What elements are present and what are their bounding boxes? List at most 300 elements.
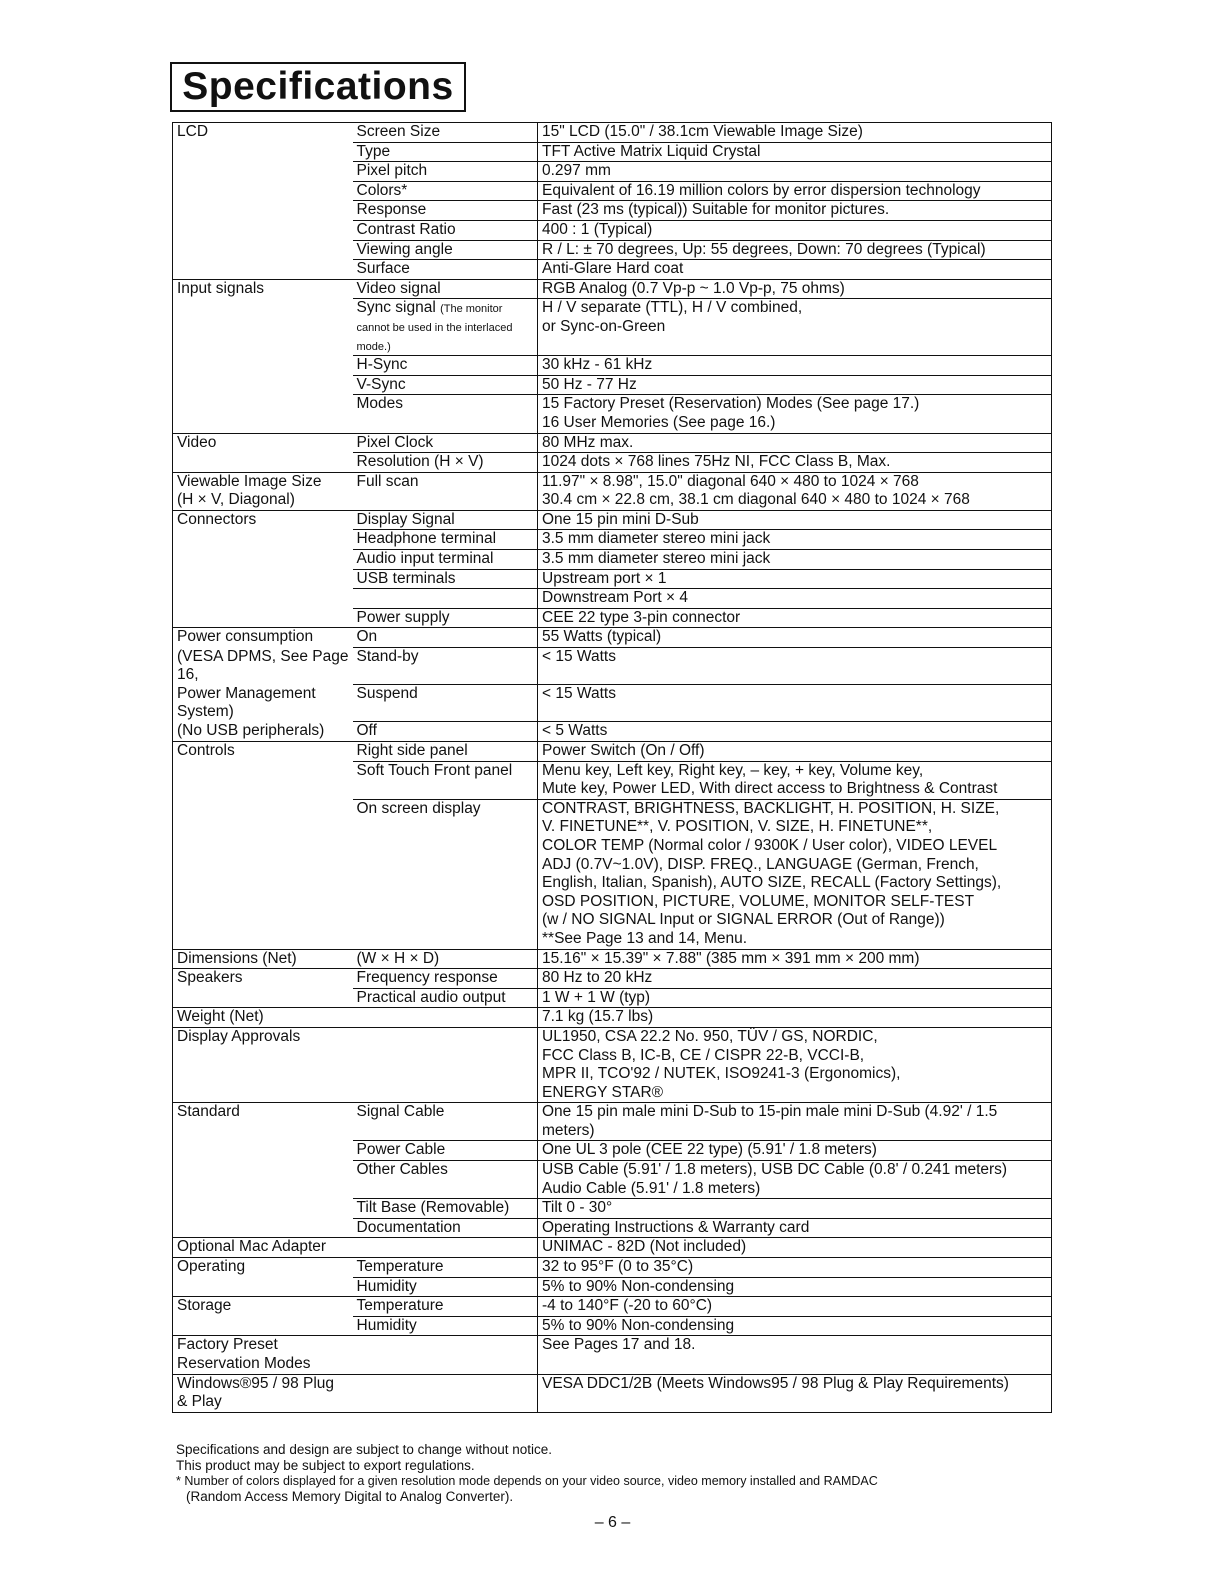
spec-item [353,988,538,1008]
spec-category [173,375,353,395]
spec-item [353,1161,538,1199]
spec-row [173,260,1052,280]
spec-value [538,1027,1052,1102]
spec-value-line: R / L: ± 70 degrees, Up: 55 degrees, Down: 70 degrees (Typical) [542,240,986,258]
spec-row [173,453,1052,473]
spec-value-line: RGB Analog (0.7 Vp-p ~ 1.0 Vp-p, 75 ohms) [542,279,845,297]
spec-row [173,472,1052,510]
spec-value [538,356,1052,376]
spec-value-line: (w / NO SIGNAL Input or SIGNAL ERROR (Out of Range)) [542,911,945,929]
spec-item [353,628,538,648]
spec-category [173,1027,353,1102]
spec-value [538,1374,1052,1412]
spec-item [353,123,538,143]
spec-value [538,1258,1052,1278]
spec-value [538,123,1052,143]
spec-item-label: Humidity [356,1316,417,1334]
spec-item-label: Frequency response [356,969,498,987]
spec-item [353,510,538,530]
spec-value-line: Audio Cable (5.91' / 1.8 meters) [542,1179,761,1197]
spec-category-label: Weight (Net) [177,1008,264,1026]
spec-item [353,472,538,510]
spec-item-label: Temperature [356,1258,444,1276]
spec-item [353,949,538,969]
spec-value-line: VESA DDC1/2B (Meets Windows95 / 98 Plug & Play Requirements) [542,1374,1009,1392]
spec-item [353,1008,538,1028]
spec-value [538,181,1052,201]
spec-item-label: Type [356,142,391,160]
spec-category-label: Display Approvals [177,1027,301,1045]
spec-value-line: See Pages 17 and 18. [542,1336,696,1354]
spec-category [173,181,353,201]
page-number: – 6 – [594,1514,631,1531]
spec-item-label: (W × H × D) [356,949,440,967]
spec-item-label: Power Cable [356,1141,446,1159]
spec-item-label: Display Signal [356,510,455,528]
page-title: Specifications [170,62,466,112]
spec-category-label: Controls [177,742,235,759]
spec-value-line: Mute key, Power LED, With direct access to Brightness & Contrast [542,780,998,798]
spec-item-label: Audio input terminal [356,550,494,568]
spec-category [173,550,353,570]
spec-category [173,1336,353,1374]
spec-category [173,969,353,989]
spec-item-label: Off [356,722,377,740]
spec-category [173,761,353,799]
spec-item [353,530,538,550]
spec-item-label: Video signal [356,279,441,297]
spec-category-label: Power Management System) [177,684,316,721]
spec-category [173,648,353,685]
spec-item-label: Surface [356,260,410,278]
spec-value-line: 30 kHz - 61 kHz [542,356,653,374]
spec-item [353,969,538,989]
spec-value [538,761,1052,799]
spec-item-label: On screen display [356,799,481,817]
spec-value-line: CEE 22 type 3-pin connector [542,608,741,626]
spec-value-line: 30.4 cm × 22.8 cm, 38.1 cm diagonal 640 × 480 to 1024 × 768 [542,491,970,509]
spec-item-label: Screen Size [356,123,441,140]
spec-value [538,162,1052,182]
spec-value [538,969,1052,989]
spec-category [173,608,353,628]
spec-category-sublabel: (H × V, Diagonal) [177,491,295,509]
spec-value [538,240,1052,260]
spec-value-line: UL1950, CSA 22.2 No. 950, TÜV / GS, NORDIC, [542,1027,878,1045]
spec-item [353,1218,538,1238]
spec-row [173,123,1052,143]
spec-row [173,1218,1052,1238]
spec-item [353,1027,538,1102]
spec-value-line: 3.5 mm diameter stereo mini jack [542,530,771,548]
spec-category [173,742,353,762]
spec-value-line: **See Page 13 and 14, Menu. [542,929,748,947]
spec-category [173,356,353,376]
spec-value-line: 1024 dots × 768 lines 75Hz NI, FCC Class B, Max. [542,453,891,471]
spec-item-label: Modes [356,395,404,413]
spec-row [173,1199,1052,1219]
spec-category [173,1297,353,1317]
spec-item-label: V-Sync [356,375,406,393]
spec-value-line: 400 : 1 (Typical) [542,220,653,238]
spec-row [173,510,1052,530]
spec-row [173,1008,1052,1028]
spec-category-label: Connectors [177,510,257,528]
spec-category [173,279,353,299]
spec-item-label: Sync signal [356,299,436,317]
spec-value-line: 80 MHz max. [542,433,634,451]
spec-category-label: Dimensions (Net) [177,949,297,967]
spec-category [173,1316,353,1336]
spec-row [173,949,1052,969]
spec-item [353,685,538,722]
spec-category-label: Speakers [177,969,243,987]
spec-value-line: 16 User Memories (See page 16.) [542,413,776,431]
spec-category-label: Factory Preset Reservation Modes [177,1336,311,1372]
spec-row [173,1103,1052,1141]
spec-item [353,142,538,162]
spec-item [353,1141,538,1161]
spec-value-line: 7.1 kg (15.7 lbs) [542,1008,654,1026]
spec-item [353,1199,538,1219]
spec-value-line: -4 to 140°F (-20 to 60°C) [542,1297,713,1315]
spec-value-line: or Sync-on-Green [542,317,666,335]
spec-item-label: USB terminals [356,569,456,587]
spec-category [173,142,353,162]
spec-value [538,142,1052,162]
spec-category [173,1161,353,1199]
spec-category [173,1103,353,1141]
spec-value-line: FCC Class B, IC-B, CE / CISPR 22-B, VCCI-B, [542,1046,865,1064]
spec-value-line: 5% to 90% Non-condensing [542,1277,735,1295]
spec-value-line: V. FINETUNE**, V. POSITION, V. SIZE, H. FINETUNE**, [542,818,933,836]
spec-value-line: One 15 pin mini D-Sub [542,510,699,528]
spec-row [173,1336,1052,1374]
spec-item-label: Practical audio output [356,988,506,1006]
spec-value-line: 15.16" × 15.39" × 7.88" (385 mm × 391 mm × 200 mm) [542,949,920,967]
spec-category [173,1008,353,1028]
spec-row [173,1238,1052,1258]
spec-item-label: Colors* [356,181,408,199]
spec-item [353,395,538,433]
spec-category [173,530,353,550]
spec-value [538,375,1052,395]
spec-value [538,949,1052,969]
spec-category-label: Input signals [177,279,265,297]
spec-row [173,589,1052,609]
spec-category [173,162,353,182]
spec-value-line: 11.97" × 8.98", 15.0" diagonal 640 × 480 to 1024 × 768 [542,472,919,490]
spec-value-line: Fast (23 ms (typical)) Suitable for monitor pictures. [542,201,890,219]
spec-category-label: Optional Mac Adapter [177,1238,327,1256]
spec-value [538,472,1052,510]
spec-category [173,260,353,280]
spec-value [538,569,1052,589]
footnote-ramdac: (Random Access Memory Digital to Analog Converter). [186,1489,514,1505]
spec-item-note: (The monitor cannot be used in the interlaced mode.) [356,303,513,353]
spec-value [538,799,1052,949]
spec-value [538,530,1052,550]
spec-value [538,279,1052,299]
spec-item [353,279,538,299]
spec-item [353,1258,538,1278]
spec-row [173,799,1052,949]
spec-row [173,1027,1052,1102]
spec-value-line: ADJ (0.7V~1.0V), DISP. FREQ., LANGUAGE (German, French, [542,855,979,873]
spec-category-label: Storage [177,1297,232,1315]
spec-item [353,433,538,453]
spec-row [173,742,1052,762]
spec-category [173,472,353,510]
spec-category-label: Standard [177,1103,240,1121]
footnote-colors: * Number of colors displayed for a given resolution mode depends on your video source, video memory installed and RAMDAC [176,1474,878,1489]
spec-category [173,1218,353,1238]
spec-value [538,685,1052,722]
spec-item-label: Stand-by [356,648,419,666]
spec-item [353,742,538,762]
spec-item [353,761,538,799]
spec-value [538,1161,1052,1199]
spec-item [353,220,538,240]
spec-category-label: (No USB peripherals) [177,721,325,739]
spec-value-line: Power Switch (On / Off) [542,742,705,759]
spec-item-label: Signal Cable [356,1103,445,1121]
spec-value-line: 80 Hz to 20 kHz [542,969,653,987]
spec-category [173,240,353,260]
spec-row [173,685,1052,722]
spec-item-label: Soft Touch Front panel [356,761,513,779]
spec-item-label: Temperature [356,1297,444,1315]
spec-value [538,299,1052,356]
spec-item [353,299,538,356]
spec-item [353,569,538,589]
footnote-change-notice: Specifications and design are subject to change without notice. [176,1442,552,1457]
spec-value [538,395,1052,433]
spec-row [173,299,1052,356]
spec-item-label: Documentation [356,1218,461,1236]
spec-value-line: 32 to 95°F (0 to 35°C) [542,1258,694,1276]
spec-item [353,608,538,628]
spec-item [353,1277,538,1297]
spec-value-line: USB Cable (5.91' / 1.8 meters), USB DC Cable (0.8' / 0.241 meters) [542,1161,1008,1179]
spec-item-label: H-Sync [356,356,408,374]
spec-value-line: MPR II, TCO'92 / NUTEK, ISO9241-3 (Ergonomics), [542,1065,901,1083]
spec-value [538,220,1052,240]
spec-item-label: On [356,628,378,646]
spec-value-line: Tilt 0 - 30° [542,1199,613,1217]
spec-row [173,279,1052,299]
spec-item [353,589,538,609]
spec-value [538,722,1052,742]
spec-item-label: Resolution (H × V) [356,453,484,471]
spec-value [538,453,1052,473]
spec-category-label: LCD [177,123,209,140]
spec-value-line: 3.5 mm diameter stereo mini jack [542,550,771,568]
spec-category [173,1258,353,1278]
spec-value-line: < 15 Watts [542,648,616,666]
spec-category-label: Video [177,433,217,451]
spec-category [173,395,353,433]
spec-item [353,722,538,742]
spec-row [173,1258,1052,1278]
spec-row [173,1297,1052,1317]
spec-value-line: 55 Watts (typical) [542,628,662,646]
spec-value-line: ENERGY STAR® [542,1083,664,1101]
spec-item-label: Suspend [356,685,418,703]
spec-value [538,1277,1052,1297]
spec-item-label: Contrast Ratio [356,220,456,238]
spec-category [173,510,353,530]
spec-item [353,181,538,201]
spec-category [173,1238,353,1258]
spec-item [353,240,538,260]
spec-value-line: Upstream port × 1 [542,569,667,587]
spec-value-line: 50 Hz - 77 Hz [542,375,637,393]
spec-item-label: Full scan [356,472,419,490]
spec-value-line: One 15 pin male mini D-Sub to 15-pin male mini D-Sub (4.92' / 1.5 meters) [542,1103,998,1139]
spec-item-label: Right side panel [356,742,468,759]
spec-row [173,1316,1052,1336]
spec-item [353,1103,538,1141]
spec-item [353,260,538,280]
spec-category-label: Power consumption [177,628,314,646]
spec-row [173,761,1052,799]
spec-value [538,589,1052,609]
spec-value-line: 0.297 mm [542,162,611,180]
spec-item-label: Headphone terminal [356,530,497,548]
spec-value [538,1297,1052,1317]
spec-category [173,201,353,221]
spec-category [173,1374,353,1412]
spec-value [538,510,1052,530]
spec-item-label: Power supply [356,608,450,626]
spec-category [173,722,353,742]
spec-row [173,201,1052,221]
spec-value-line: COLOR TEMP (Normal color / 9300K / User color), VIDEO LEVEL [542,836,998,854]
spec-value [538,1336,1052,1374]
spec-value-line: One UL 3 pole (CEE 22 type) (5.91' / 1.8 meters) [542,1141,877,1159]
spec-value-line: Equivalent of 16.19 million colors by error dispersion technology [542,181,981,199]
spec-category [173,988,353,1008]
spec-value [538,433,1052,453]
spec-value [538,988,1052,1008]
spec-row [173,969,1052,989]
spec-row [173,162,1052,182]
spec-item-label: Viewing angle [356,240,453,258]
spec-item [353,201,538,221]
spec-category [173,1277,353,1297]
spec-category [173,949,353,969]
spec-item [353,1374,538,1412]
spec-row [173,1141,1052,1161]
spec-category [173,799,353,949]
spec-item-label: Other Cables [356,1161,448,1179]
spec-item [353,356,538,376]
spec-item [353,1336,538,1374]
spec-row [173,1374,1052,1412]
spec-value-line: 15" LCD (15.0" / 38.1cm Viewable Image Size) [542,123,863,140]
spec-value [538,1141,1052,1161]
spec-value [538,260,1052,280]
specifications-table [172,122,1052,1413]
spec-value [538,1238,1052,1258]
spec-category [173,628,353,648]
spec-row [173,356,1052,376]
spec-row [173,988,1052,1008]
spec-value-line: < 15 Watts [542,685,616,703]
spec-value-line: UNIMAC - 82D (Not included) [542,1238,747,1256]
spec-value-line: 1 W + 1 W (typ) [542,988,651,1006]
spec-row [173,142,1052,162]
footnotes [176,1442,1056,1506]
spec-value [538,1008,1052,1028]
spec-row [173,220,1052,240]
spec-value-line: English, Italian, Spanish), AUTO SIZE, RECALL (Factory Settings), [542,874,1002,892]
spec-category [173,123,353,143]
spec-value-line: Menu key, Left key, Right key, – key, + key, Volume key, [542,761,924,779]
spec-category [173,1199,353,1219]
spec-value-line: Downstream Port × 4 [542,589,689,607]
spec-value-line: Anti-Glare Hard coat [542,260,684,278]
spec-category [173,589,353,609]
spec-value-line: CONTRAST, BRIGHTNESS, BACKLIGHT, H. POSITION, H. SIZE, [542,799,1000,817]
spec-value [538,1199,1052,1219]
spec-value [538,742,1052,762]
spec-row [173,722,1052,742]
spec-row [173,569,1052,589]
spec-item [353,550,538,570]
spec-item [353,1297,538,1317]
spec-row [173,530,1052,550]
spec-value [538,550,1052,570]
spec-item [353,648,538,685]
spec-value [538,1316,1052,1336]
spec-item [353,1316,538,1336]
spec-item-label: Tilt Base (Removable) [356,1199,510,1217]
spec-row [173,375,1052,395]
spec-item-label: Pixel Clock [356,433,434,451]
spec-value [538,201,1052,221]
spec-item [353,1238,538,1258]
spec-category [173,433,353,453]
spec-item [353,799,538,949]
spec-value [538,1218,1052,1238]
spec-item [353,453,538,473]
spec-value-line: Operating Instructions & Warranty card [542,1218,810,1236]
spec-value-line: 5% to 90% Non-condensing [542,1316,735,1334]
spec-category-label: Windows®95 / 98 Plug & Play [177,1374,335,1411]
spec-row [173,240,1052,260]
spec-item-label: Pixel pitch [356,162,428,180]
spec-row [173,648,1052,685]
spec-value [538,608,1052,628]
spec-category [173,299,353,356]
spec-row [173,1277,1052,1297]
spec-item-label: Humidity [356,1277,417,1295]
spec-category [173,685,353,722]
spec-value-line: < 5 Watts [542,722,608,740]
spec-item [353,375,538,395]
spec-category [173,1141,353,1161]
spec-category-label: (VESA DPMS, See Page 16, [177,647,349,684]
spec-category-label: Operating [177,1258,246,1276]
spec-row [173,181,1052,201]
spec-value [538,1103,1052,1141]
spec-row [173,395,1052,433]
spec-value-line: OSD POSITION, PICTURE, VOLUME, MONITOR SELF-TEST [542,892,975,910]
spec-category [173,569,353,589]
spec-category [173,453,353,473]
